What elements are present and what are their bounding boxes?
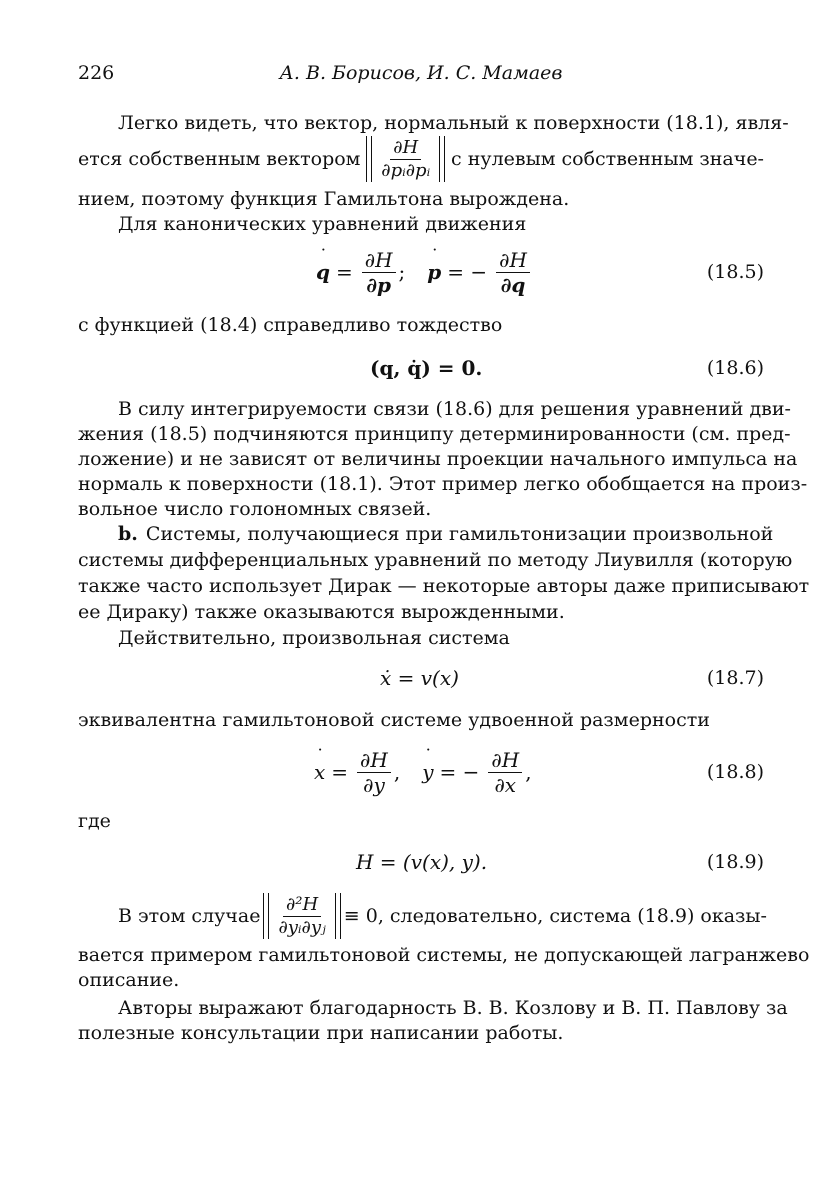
denominator: ∂pᵢ∂pᵢ — [381, 159, 431, 181]
norm-bar-right — [439, 136, 445, 182]
paragraph-10-line-1: Авторы выражают благодарность В. В. Козлову и В. П. Павлову за — [118, 997, 788, 1019]
paragraph-5-line-1 — [118, 521, 774, 547]
equation-number: (18.8) — [706, 761, 764, 783]
paragraph-9-line-2: вается примером гамильтоновой системы, не допускающей лагранжево — [78, 944, 810, 966]
equation-18-6 — [78, 338, 764, 398]
equation-body: q ˙ = $\frac{\partial H}{\partial p}$ ; p ˙ = − $\frac{\partial H}{\partial q}$ — [316, 242, 533, 302]
equation-18-8 — [78, 742, 764, 802]
text-segment: Системы, получающиеся при гамильтонизации произвольной — [145, 523, 774, 545]
equation-number: (18.7) — [706, 667, 764, 689]
paragraph-4-line-5: вольное число голономных связей. — [78, 498, 432, 520]
paragraph-9-line-3: описание. — [78, 969, 180, 991]
paragraph-4-line-1: В силу интегрируемости связи (18.6) для решения уравнений дви- — [118, 398, 791, 420]
q-dot: q ˙ — [316, 260, 330, 284]
equation-18-7 — [78, 648, 764, 708]
equation-body: (q, q̇) = 0. — [370, 356, 483, 380]
paragraph-5-line-4: ее Дираку) также оказываются вырожденными. — [78, 601, 565, 623]
running-title: А. В. Борисов, И. С. Мамаев — [279, 62, 563, 84]
fraction: $\frac{\partial H}{\partial y}$ — [357, 749, 391, 796]
paragraph-4-line-2: жения (18.5) подчиняются принципу детерминированности (см. пред- — [78, 423, 791, 445]
text-segment: с нулевым собственным значе- — [451, 148, 764, 170]
paragraph-9-line-1 — [118, 890, 767, 942]
equation-body: x ˙ = $\frac{\partial H}{\partial y}$ , y ˙ = − $\frac{\partial H}{\partial x}$ , — [314, 742, 532, 802]
norm-bar-right — [335, 893, 341, 939]
numerator: ∂H — [390, 138, 421, 160]
page-header — [78, 62, 764, 94]
x-dot: x ˙ — [314, 760, 325, 784]
item-label: b. — [118, 523, 138, 545]
equation-body: H = (v(x), y). — [356, 850, 488, 874]
paragraph-8: где — [78, 810, 111, 832]
equation-number: (18.9) — [706, 851, 764, 873]
fraction: $\frac{\text{∂²H}}{\text{∂yᵢ∂yⱼ}}$ — [278, 893, 326, 938]
p-dot: p ˙ — [427, 260, 441, 284]
paragraph-1-line-3: нием, поэтому функция Гамильтона вырождена. — [78, 188, 570, 210]
equation-number: (18.6) — [706, 357, 764, 379]
y-dot: y ˙ — [422, 760, 433, 784]
equation-number: (18.5) — [706, 261, 764, 283]
norm-bar-left — [263, 893, 269, 939]
text-segment: В этом случае — [118, 905, 261, 927]
fraction: $\frac{\partial H}{\partial p}$ — [362, 249, 396, 296]
paragraph-1-line-2 — [78, 134, 764, 184]
hessian-norm-y — [260, 893, 343, 939]
fraction: $\frac{\partial H}{\partial q}$ — [496, 249, 530, 296]
hessian-norm-p — [363, 136, 448, 182]
page-number: 226 — [78, 62, 115, 84]
equation-18-9 — [78, 832, 764, 892]
paragraph-6: Действительно, произвольная система — [118, 627, 510, 649]
paragraph-5-line-2: системы дифференциальных уравнений по методу Лиувилля (которую — [78, 549, 793, 571]
paragraph-5-line-3: также часто использует Дирак — некоторые авторы даже приписывают — [78, 575, 810, 597]
paragraph-3: с функцией (18.4) справедливо тождество — [78, 314, 503, 336]
text-segment: ется собственным вектором — [78, 148, 361, 170]
equation-body: ẋ = v(x) — [380, 666, 459, 690]
fraction: $\frac{\partial H}{\partial x}$ — [488, 749, 522, 796]
norm-bar-left — [366, 136, 372, 182]
paragraph-10-line-2: полезные консультации при написании работы. — [78, 1022, 564, 1044]
fraction — [378, 138, 433, 181]
paragraph-7: эквивалентна гамильтоновой системе удвоенной размерности — [78, 709, 710, 731]
paragraph-4-line-3: ложение) и не зависят от величины проекции начального импульса на — [78, 448, 798, 470]
paragraph-4-line-4: нормаль к поверхности (18.1). Этот пример легко обобщается на произ- — [78, 473, 808, 495]
equation-18-5 — [78, 242, 764, 302]
text-segment: ≡ 0, следовательно, система (18.9) оказы- — [343, 905, 767, 927]
paragraph-1-line-1: Легко видеть, что вектор, нормальный к поверхности (18.1), явля- — [118, 112, 789, 134]
paragraph-2: Для канонических уравнений движения — [118, 213, 527, 235]
